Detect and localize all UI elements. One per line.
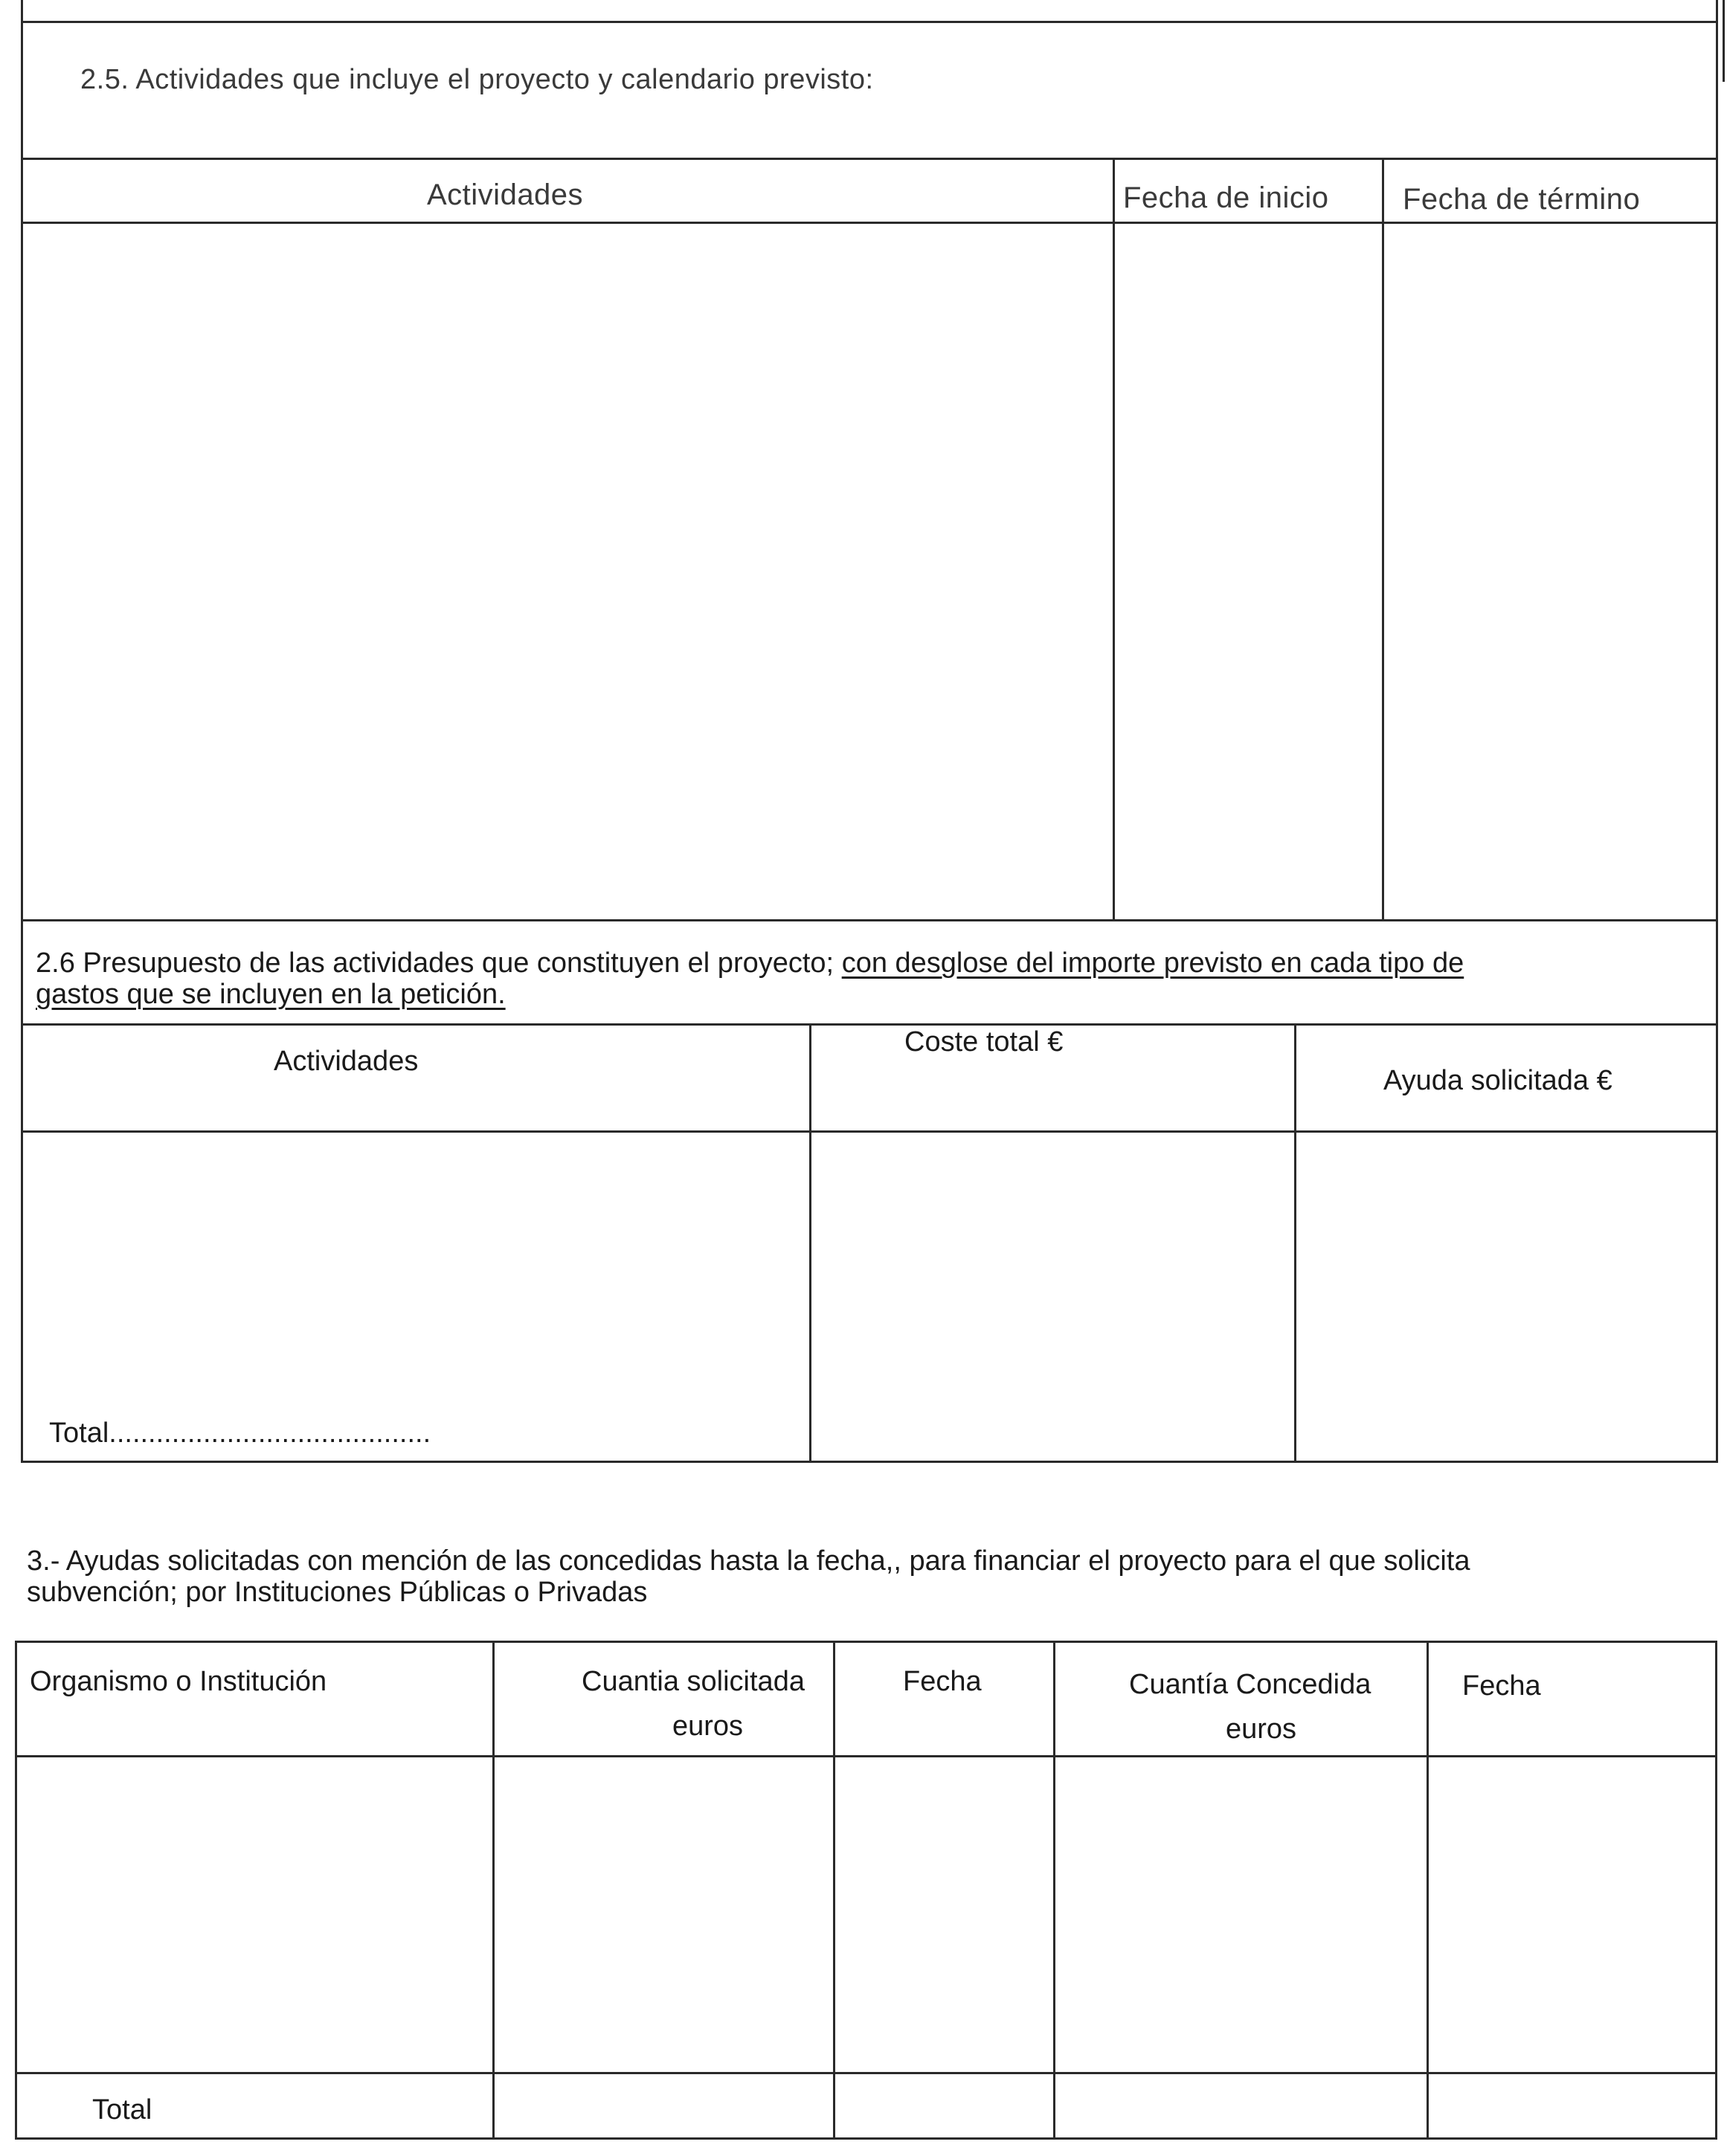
request-date-header: Fecha: [903, 1666, 982, 1697]
activities-column-header: Actividades: [427, 178, 584, 211]
requested-amount-total-cell[interactable]: [495, 2075, 830, 2134]
frame-right-rule: [1716, 0, 1718, 1461]
activities-cell[interactable]: [24, 225, 1110, 916]
activities-table-header-rule: [21, 222, 1718, 224]
budget-activities-header: Actividades: [274, 1046, 419, 1077]
end-date-cell[interactable]: [1385, 225, 1715, 916]
request-date-total-cell[interactable]: [836, 2075, 1050, 2134]
total-cost-header: Coste total €: [904, 1026, 1064, 1058]
edge-mark: [1723, 0, 1725, 82]
grant-date-total-cell[interactable]: [1429, 2075, 1712, 2134]
aid-table-top-rule: [15, 1641, 1717, 1643]
activities-col-divider-1: [1113, 158, 1115, 919]
start-date-column-header: Fecha de inicio: [1123, 181, 1329, 214]
section-2-6-heading-plain: 2.6 Presupuesto de las actividades que constituyen el proyecto;: [36, 947, 834, 979]
grant-date-cell[interactable]: [1429, 1758, 1712, 2069]
aid-table-right-rule: [1715, 1641, 1717, 2140]
section-2-6-heading-underlined-1: con desglose del importe previsto en cada tipo de: [841, 947, 1464, 979]
section-3-heading-line1: 3.- Ayudas solicitadas con mención de las concedidas hasta la fecha,, para financiar el proyecto para el que solicita: [27, 1545, 1470, 1577]
institution-cell[interactable]: [18, 1758, 489, 2069]
budget-col-divider-1: [809, 1023, 811, 1461]
budget-activities-cell[interactable]: [24, 1133, 806, 1416]
section-2-6-heading-underlined-2: gastos que se incluyen en la petición.: [36, 979, 506, 1010]
section-2-5-heading: 2.5. Actividades que incluye el proyecto y calendario previsto:: [80, 64, 874, 95]
budget-total-label: Total.........................................: [49, 1418, 431, 1449]
aid-col-divider-4: [1427, 1641, 1429, 2140]
budget-table-top-rule: [21, 1023, 1718, 1026]
aid-col-divider-2: [833, 1641, 835, 2140]
activities-table-top-rule: [21, 158, 1718, 160]
activities-col-divider-2: [1382, 158, 1384, 919]
institution-header: Organismo o Institución: [30, 1666, 327, 1697]
total-cost-cell[interactable]: [812, 1133, 1291, 1458]
section-3-heading-line2: subvención; por Instituciones Públicas o Privadas: [27, 1577, 648, 1608]
budget-col-divider-2: [1294, 1023, 1296, 1461]
aid-table-header-rule: [15, 1755, 1717, 1757]
budget-table-bottom-rule: [21, 1461, 1718, 1463]
budget-table-header-rule: [21, 1130, 1718, 1133]
frame-top-rule: [21, 21, 1718, 23]
requested-amount-header: Cuantia solicitada: [582, 1666, 805, 1697]
activities-table-bottom-rule: [21, 919, 1718, 921]
section-2-6-heading-line1: [36, 949, 1464, 977]
granted-amount-unit: euros: [1226, 1713, 1297, 1745]
grant-date-header: Fecha: [1462, 1670, 1541, 1702]
frame-left-rule: [21, 0, 23, 1461]
aid-table-total-rule: [15, 2072, 1717, 2074]
aid-col-divider-1: [492, 1641, 495, 2140]
aid-table-left-rule: [15, 1641, 17, 2140]
aid-table-bottom-rule: [15, 2137, 1717, 2140]
aid-col-divider-3: [1053, 1641, 1055, 2140]
start-date-cell[interactable]: [1116, 225, 1379, 916]
granted-amount-total-cell[interactable]: [1056, 2075, 1424, 2134]
requested-aid-cell[interactable]: [1297, 1133, 1715, 1458]
end-date-column-header: Fecha de término: [1403, 183, 1641, 216]
granted-amount-header: Cuantía Concedida: [1129, 1669, 1371, 1700]
aid-total-label: Total: [92, 2094, 152, 2126]
granted-amount-cell[interactable]: [1056, 1758, 1424, 2069]
requested-aid-header: Ayuda solicitada €: [1383, 1065, 1612, 1096]
request-date-cell[interactable]: [836, 1758, 1050, 2069]
requested-amount-unit: euros: [672, 1711, 744, 1742]
requested-amount-cell[interactable]: [495, 1758, 830, 2069]
